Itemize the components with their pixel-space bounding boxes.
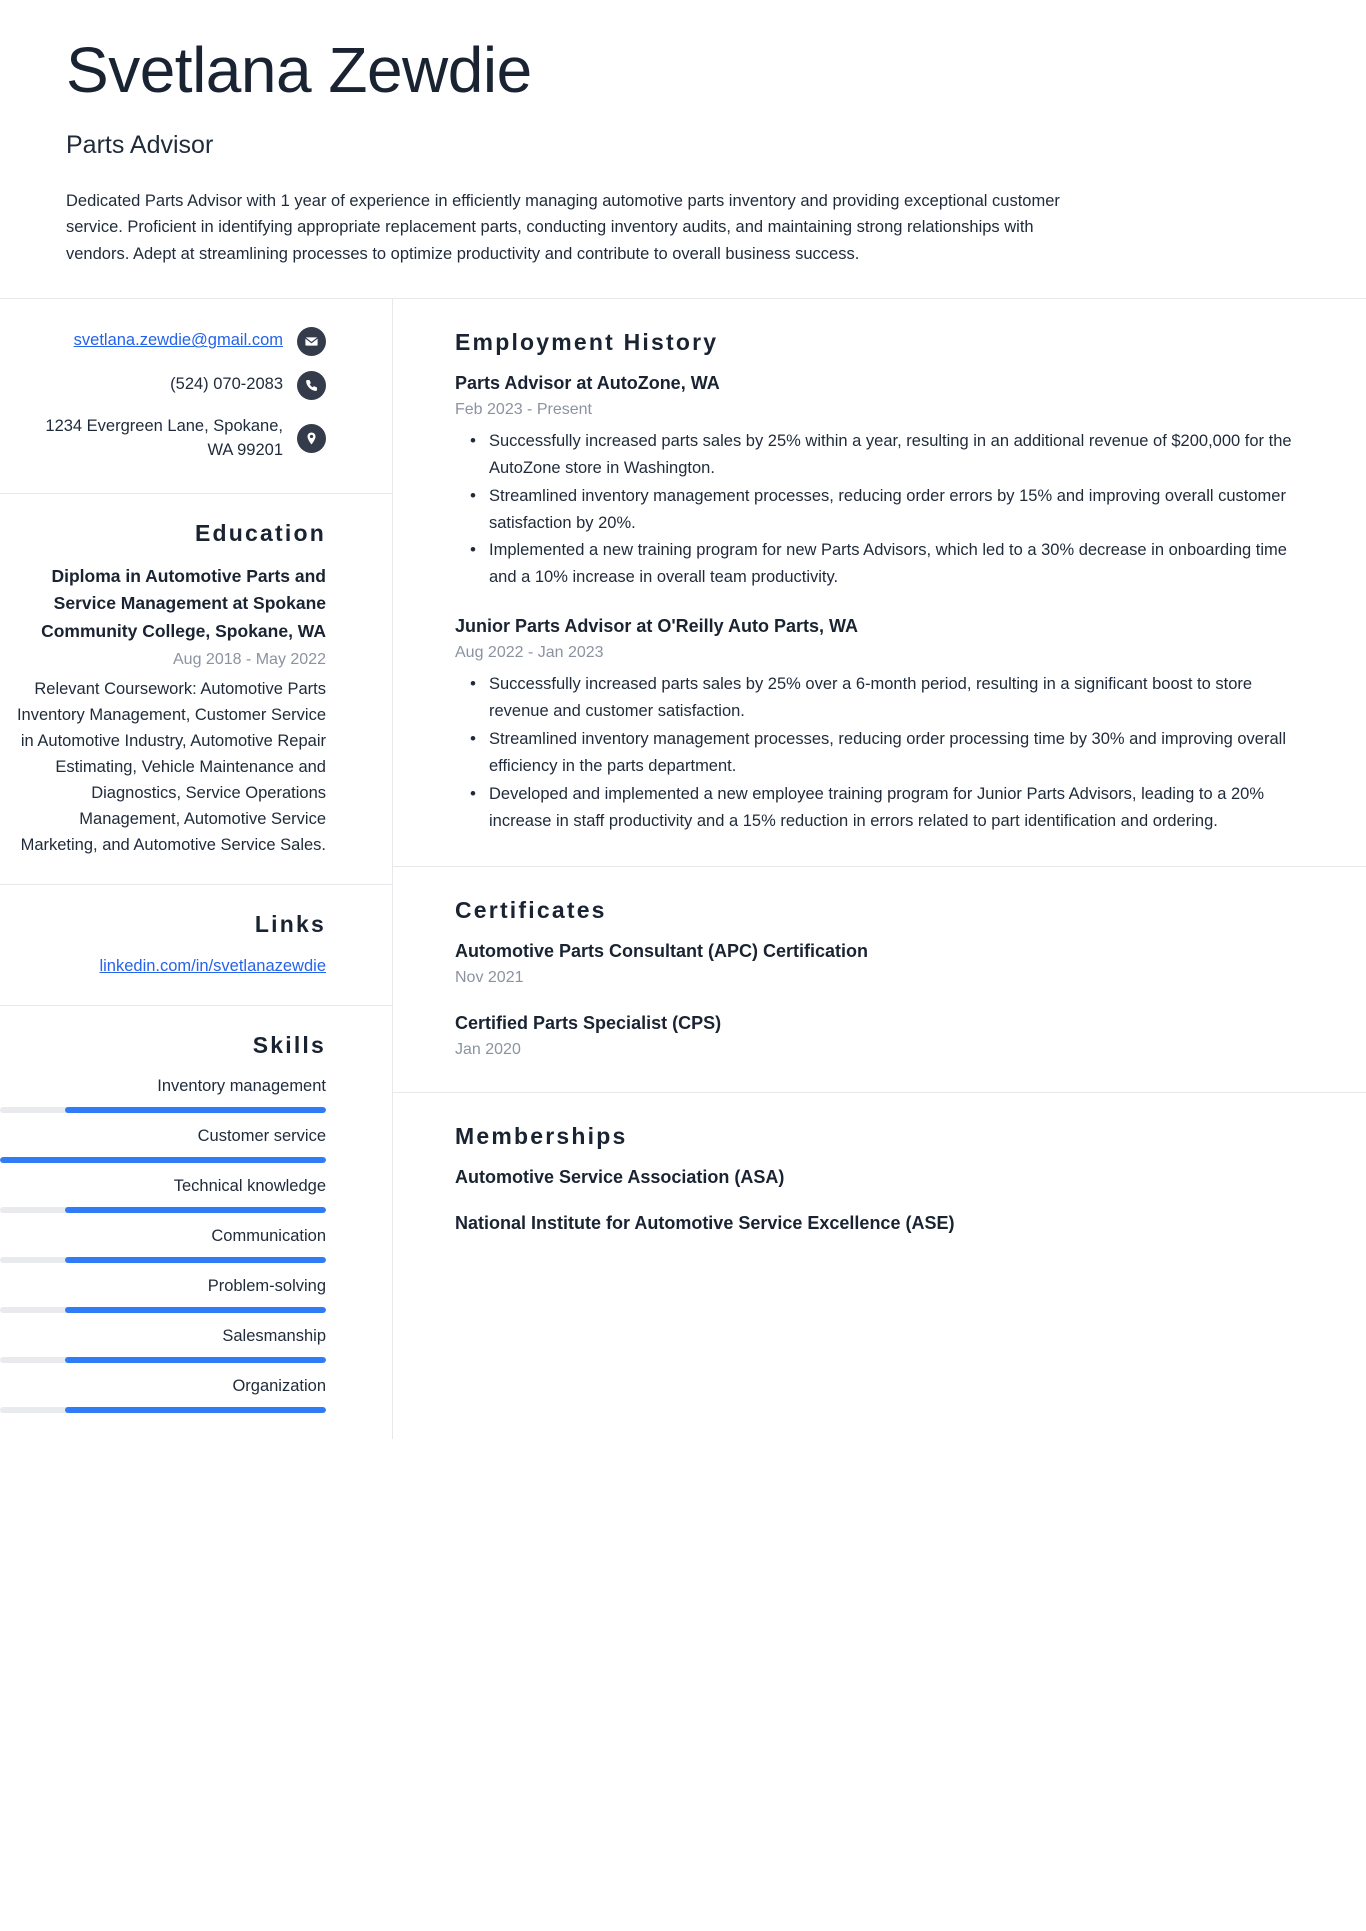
- employment-bullet: • Successfully increased parts sales by 25% over a 6-month period, resulting in a significant boost to store revenue and customer satisfaction.: [487, 671, 1300, 725]
- contact-row-address[interactable]: [0, 415, 326, 463]
- email-link[interactable]: svetlana.zewdie@gmail.com: [73, 331, 283, 350]
- contact-details-section: [0, 299, 392, 494]
- location-pin-icon: [297, 424, 326, 453]
- skill-item: [0, 1175, 326, 1213]
- contact-row-phone[interactable]: [0, 371, 326, 400]
- employment-entry: [455, 370, 1300, 591]
- skill-fill: [65, 1407, 326, 1413]
- employment-bullet: • Successfully increased parts sales by 25% within a year, resulting in an additional revenue of $200,000 for the AutoZone store in Washington.: [487, 428, 1300, 482]
- employment-history-heading: Employment History: [455, 328, 719, 355]
- skill-item: [0, 1125, 326, 1163]
- skill-fill: [65, 1357, 326, 1363]
- memberships-heading: Memberships: [455, 1122, 628, 1149]
- employment-title: Junior Parts Advisor at O'Reilly Auto Parts, WA: [455, 616, 859, 637]
- employment-bullet: • Implemented a new training program for new Parts Advisors, which led to a 30% decrease in onboarding time and a 10% increase in overall team productivity.: [487, 537, 1300, 591]
- page-title: Svetlana Zewdie: [66, 34, 532, 106]
- employment-history-section: [393, 299, 1366, 867]
- link-list-item[interactable]: [0, 954, 326, 979]
- linkedin-link[interactable]: linkedin.com/in/svetlanazewdie: [99, 956, 326, 975]
- education-title: Diploma in Automotive Parts and Service Management at Spokane Community College, Spokane, WA: [41, 565, 326, 641]
- certificate-entry: [455, 938, 1300, 990]
- skill-track: [0, 1307, 326, 1313]
- skill-label: Technical knowledge: [173, 1176, 326, 1195]
- education-section: [0, 494, 392, 885]
- certificate-date: Jan 2020: [455, 1040, 521, 1058]
- skill-track: [0, 1157, 326, 1163]
- certificate-date: Nov 2021: [455, 968, 524, 986]
- links-heading: Links: [254, 910, 326, 937]
- contact-row-email[interactable]: [0, 327, 326, 356]
- skill-track: [0, 1257, 326, 1263]
- phone-number: (524) 070-2083: [170, 375, 283, 394]
- job-title: Parts Advisor: [66, 130, 214, 159]
- skill-fill: [65, 1257, 326, 1263]
- skill-item: [0, 1275, 326, 1313]
- education-date: Aug 2018 - May 2022: [173, 650, 326, 668]
- envelope-icon: [297, 327, 326, 356]
- employment-bullets: [455, 428, 1300, 591]
- skill-fill: [0, 1157, 326, 1163]
- skill-item: [0, 1225, 326, 1263]
- links-section: [0, 885, 392, 1006]
- sidebar: [0, 299, 393, 1440]
- skill-item: [0, 1325, 326, 1363]
- address-text: 1234 Evergreen Lane, Spokane, WA 99201: [45, 416, 283, 459]
- certificates-heading: Certificates: [455, 896, 607, 923]
- resume-header: [0, 0, 1366, 298]
- skill-fill: [65, 1207, 326, 1213]
- education-description: Relevant Coursework: Automotive Parts Inventory Management, Customer Service in Automotive Industry, Automotive Repair Estimating, Vehicle Maintenance and Diagnostics, Service Operations Management, Automotive Service Marketing, and Automotive Service Sales.: [16, 679, 326, 854]
- skill-track: [0, 1407, 326, 1413]
- education-entry: [0, 563, 326, 858]
- professional-summary: Dedicated Parts Advisor with 1 year of experience in efficiently managing automotive parts inventory and providing exceptional customer service. Proficient in identifying appropriate replacement parts, conducting inventory audits, and maintaining strong relationships with vendors. Adept at streamlining processes to optimize productivity and contribute to overall business success.: [66, 191, 1060, 264]
- skill-label: Salesmanship: [222, 1327, 326, 1346]
- employment-bullet: • Developed and implemented a new employee training program for Junior Parts Advisors, leading to a 20% increase in staff productivity and a 15% reduction in errors related to part identification and ordering.: [487, 781, 1300, 835]
- employment-date: Aug 2022 - Jan 2023: [455, 644, 604, 662]
- skill-item: [0, 1075, 326, 1113]
- education-heading: Education: [195, 519, 326, 546]
- employment-title: Parts Advisor at AutoZone, WA: [455, 372, 720, 393]
- employment-date: Feb 2023 - Present: [455, 400, 592, 418]
- skill-label: Customer service: [197, 1126, 326, 1145]
- main-content: [393, 299, 1366, 1440]
- skill-track: [0, 1207, 326, 1213]
- employment-bullet: • Streamlined inventory management processes, reducing order errors by 15% and improving overall customer satisfaction by 20%.: [487, 483, 1300, 537]
- skills-section: [0, 1006, 392, 1440]
- skill-fill: [65, 1107, 326, 1113]
- skill-label: Inventory management: [157, 1076, 326, 1095]
- employment-bullet: • Streamlined inventory management processes, reducing order processing time by 30% and improving overall efficiency in the parts department.: [487, 726, 1300, 780]
- memberships-section: [393, 1093, 1366, 1266]
- skill-fill: [65, 1307, 326, 1313]
- phone-icon: [297, 371, 326, 400]
- resume-body: [0, 298, 1366, 1440]
- skill-label: Communication: [211, 1226, 326, 1245]
- certificate-title: Certified Parts Specialist (CPS): [455, 1012, 722, 1033]
- certificates-section: [393, 867, 1366, 1093]
- skill-item: [0, 1375, 326, 1413]
- employment-bullets: [455, 671, 1300, 834]
- skill-label: Problem-solving: [207, 1277, 326, 1296]
- membership-title: National Institute for Automotive Service Excellence (ASE): [455, 1212, 955, 1233]
- skill-track: [0, 1357, 326, 1363]
- skills-heading: Skills: [252, 1031, 326, 1058]
- certificate-title: Automotive Parts Consultant (APC) Certification: [455, 940, 869, 961]
- membership-title: Automotive Service Association (ASA): [455, 1166, 785, 1187]
- certificate-entry: [455, 1010, 1300, 1062]
- employment-entry: [455, 613, 1300, 834]
- skill-track: [0, 1107, 326, 1113]
- skill-label: Organization: [232, 1377, 326, 1396]
